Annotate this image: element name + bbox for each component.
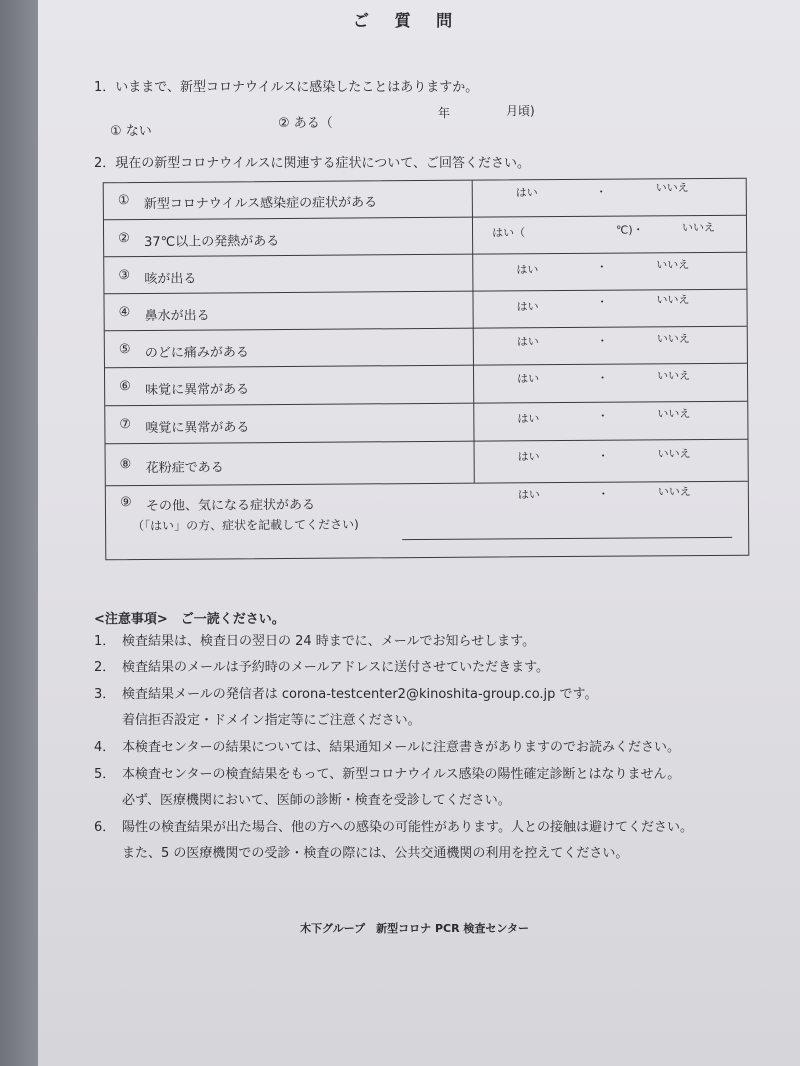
- symptom-write-line: [402, 537, 732, 540]
- note-text: 検査結果メールの発信者は corona-testcenter2@kinoshita-group.co.jp です。: [122, 687, 598, 702]
- note-item: [94, 842, 628, 861]
- note-item: [94, 709, 421, 728]
- separator-dot: ・: [596, 334, 608, 348]
- question-1: 1．いままで、新型コロナウイルスに感染したことはありますか。: [94, 80, 479, 95]
- table-row: [104, 252, 746, 294]
- separator-dot: ・: [597, 487, 609, 501]
- note-number: 2．: [94, 660, 116, 675]
- note-item: [94, 630, 535, 649]
- yes-option: はい: [517, 450, 540, 464]
- row-label: 37℃以上の発熱がある: [144, 234, 280, 250]
- table-row: [106, 439, 748, 486]
- note-item: [94, 763, 680, 782]
- note-item: [94, 789, 511, 808]
- no-option: いいえ: [657, 369, 691, 383]
- table-row: [104, 179, 746, 220]
- note-number: 5．: [94, 767, 116, 782]
- separator-dot: ・: [597, 449, 609, 463]
- row-number: ⑥: [119, 379, 131, 395]
- table-row: [104, 215, 746, 257]
- note-text: 本検査センターの結果については、結果通知メールに注意書きがありますのでお読みください。: [122, 740, 680, 755]
- note-item: [94, 736, 680, 755]
- row-number: ①: [117, 193, 130, 209]
- separator-dot: ・: [596, 260, 608, 274]
- note-text: 陽性の検査結果が出た場合、他の方への感染の可能性があります。人との接触は避けてください。: [122, 820, 693, 835]
- table-row: [105, 401, 747, 444]
- questionnaire-sheet: [38, 0, 800, 1066]
- row-label: その他、気になる症状がある: [145, 497, 316, 514]
- note-item: [94, 683, 598, 702]
- question-1-month-label: 月頃): [506, 104, 535, 118]
- yes-option: はい: [517, 412, 540, 426]
- note-text: 本検査センターの検査結果をもって、新型コロナウイルス感染の陽性確定診断とはなりません。: [122, 767, 681, 782]
- row-label: 咳が出る: [144, 271, 197, 287]
- note-item: [94, 816, 693, 835]
- no-option: いいえ: [656, 258, 690, 272]
- table-row: [104, 289, 746, 331]
- no-option: いいえ: [655, 181, 689, 195]
- row-label: 花粉症である: [145, 460, 224, 476]
- question-1-option-yes: ② ある（: [278, 116, 333, 131]
- row-label: 嗅覚に異常がある: [145, 420, 250, 436]
- yes-option: はい: [517, 372, 540, 386]
- row-label: 鼻水が出る: [144, 308, 210, 324]
- note-number: 6．: [94, 820, 116, 835]
- row-number: ②: [118, 231, 130, 247]
- note-text: 着信拒否設定・ドメイン指定等にご注意ください。: [122, 713, 421, 728]
- row-number: ③: [118, 268, 131, 284]
- note-text: 検査結果は、検査日の翌日の 24 時までに、メールでお知らせします。: [122, 634, 536, 649]
- question-2: 2．現在の新型コロナウイルスに関連する症状について、ご回答ください。: [94, 156, 530, 171]
- yes-option: はい: [516, 335, 539, 349]
- yes-option: はい: [515, 186, 538, 200]
- page-title: ご 質 問: [353, 11, 463, 30]
- no-option: いいえ: [657, 407, 691, 421]
- row-number: ⑨: [119, 495, 132, 511]
- row-number: ④: [118, 305, 131, 321]
- yes-option: はい: [516, 300, 539, 314]
- note-number: 1．: [94, 634, 116, 649]
- row-number: ⑤: [118, 342, 131, 358]
- symptom-table: [103, 178, 750, 560]
- no-option: いいえ: [657, 485, 691, 499]
- separator-dot: ・: [597, 371, 609, 385]
- no-option: いいえ: [656, 332, 690, 346]
- no-option: いいえ: [681, 220, 716, 235]
- note-item: [94, 656, 549, 675]
- separator-dot: ・: [597, 409, 609, 423]
- symptom-note-instruction: （「はい」の方、症状を記載してください): [132, 517, 359, 534]
- note-text: 検査結果のメールは予約時のメールアドレスに送付させていただきます。: [122, 660, 550, 675]
- row-label: 味覚に異常がある: [145, 382, 250, 398]
- table-row: [105, 326, 747, 368]
- table-row: [105, 363, 747, 406]
- no-option: いいえ: [656, 293, 690, 307]
- yes-option: はい: [516, 263, 539, 277]
- note-number: 4．: [94, 740, 116, 755]
- separator-dot: ・: [596, 295, 608, 309]
- note-text: 必ず、医療機関において、医師の診断・検査を受診してください。: [122, 793, 511, 808]
- row-number: ⑧: [119, 457, 132, 473]
- row-number: ⑦: [119, 417, 132, 433]
- page-shadow: [0, 0, 38, 1066]
- notes-heading: <注意事項> ご一読ください。: [94, 612, 285, 627]
- note-number: 3．: [94, 687, 116, 702]
- table-row: [106, 481, 749, 559]
- no-option: いいえ: [657, 447, 691, 461]
- yes-option: はい: [517, 488, 540, 502]
- question-1-option-none: ① ない: [110, 124, 152, 139]
- question-1-year-label: 年: [438, 106, 451, 120]
- yes-option: はい（: [492, 226, 526, 240]
- footer-organization: 木下グループ 新型コロナ PCR 検査センター: [300, 922, 529, 935]
- row-label: のどに痛みがある: [144, 345, 249, 361]
- note-text: また、5 の医療機関での受診・検査の際には、公共交通機関の利用を控えてください。: [122, 846, 629, 861]
- separator-dot: ・: [595, 185, 607, 199]
- temperature-unit: ℃)・: [615, 223, 644, 237]
- row-label: 新型コロナウイルス感染症の症状がある: [143, 195, 378, 212]
